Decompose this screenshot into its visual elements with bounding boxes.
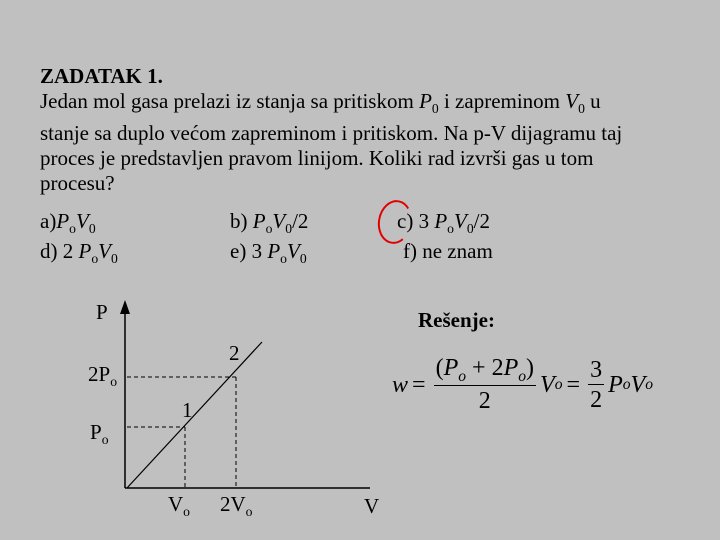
tick-2p0: $2P_o$ — [88, 362, 118, 390]
problem-title: ZADATAK 1. — [40, 64, 163, 88]
problem-line-4: procesu? — [40, 171, 115, 196]
fraction-three-halves: $\frac{3}{2}$ — [590, 356, 603, 413]
tick-p0: $P_o$ — [90, 420, 109, 448]
answer-a[interactable]: $a)P_oV_0$ — [40, 209, 96, 237]
answer-e[interactable]: e) 3 $P_oV_0$ — [230, 239, 307, 267]
v-axis-label: V — [364, 494, 380, 518]
answer-f[interactable]: f) ne znam — [403, 239, 493, 263]
tick-2v0: $2V_o$ — [220, 492, 253, 520]
state-2-label: 2 — [229, 341, 240, 365]
problem-line-3: proces je predstavljen pravom linijom. Koliki rad izvrši gas u tom — [40, 146, 594, 171]
p-axis-label: P — [96, 300, 108, 324]
problem-line-2: stanje sa duplo većom zapreminom i pritiskom. Na p-V dijagramu taj — [40, 121, 623, 146]
work-symbol: w — [392, 371, 409, 398]
answer-c[interactable]: c) 3 $P_oV_0/2$ — [397, 209, 490, 237]
tick-v0: $V_o$ — [168, 492, 190, 520]
solution-title: Rešenje: — [418, 308, 495, 332]
answer-b[interactable]: b) $P_oV_0/2$ — [230, 209, 309, 237]
fraction-pressure: $\frac{(P_o + 2P_o)}{2}$ — [435, 354, 535, 415]
state-1-label: 1 — [182, 398, 193, 422]
solution-formula: w = $\frac{(P_o + 2P_o)}{2}$ V o = $\frac{3}{2}$ P o V o — [392, 354, 653, 415]
problem-line-1: Jedan mol gasa prelazi iz stanja sa pritiskom $P_0$ i zapreminom $V_0$ u — [40, 89, 601, 117]
answer-d[interactable]: d) 2 $P_oV_0$ — [40, 239, 118, 267]
p-axis-arrow — [120, 300, 130, 314]
process-line — [127, 342, 262, 488]
